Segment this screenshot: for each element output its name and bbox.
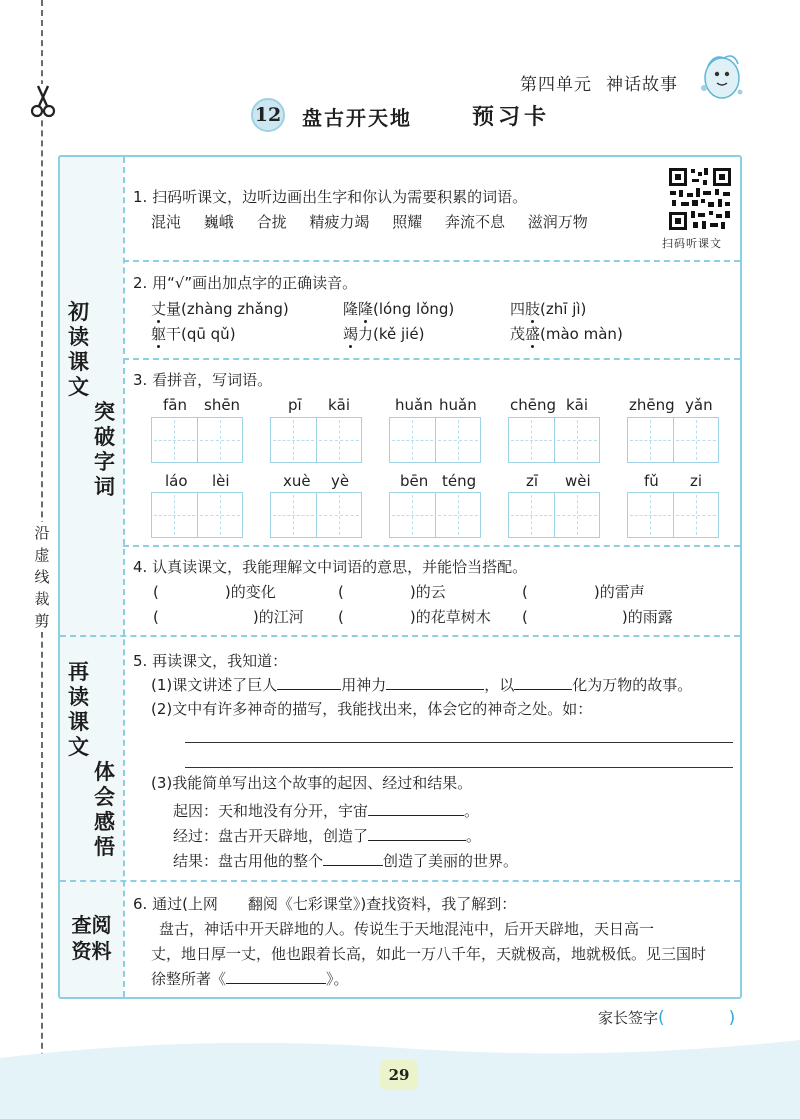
lesson-title: 盘古开天地 bbox=[302, 106, 412, 130]
cut-instruction: 沿 虚 线 裁 剪 bbox=[31, 522, 53, 632]
pinyin-label: kāi bbox=[566, 396, 589, 414]
row-divider bbox=[123, 260, 740, 262]
q5-process: 经过：盘古开天辟地，创造了 。 bbox=[173, 827, 482, 845]
section-divider bbox=[60, 880, 740, 882]
q5-statement-3: (3)我能简单写出这个故事的起因、经过和结果。 bbox=[151, 774, 473, 792]
q6-prompt: 6. 通过(上网 翻阅《七彩课堂》)查找资料，我了解到： bbox=[133, 895, 517, 913]
q5-statement-1: (1)课文讲述了巨人 用神力 ，以 化为万物的故事。 bbox=[151, 676, 693, 694]
pinyin-label: téng bbox=[442, 472, 477, 490]
writing-grid[interactable] bbox=[508, 492, 600, 538]
q2-item: 丈量(zhàng zhǎng) bbox=[151, 300, 289, 318]
pinyin-label: láo bbox=[165, 472, 188, 490]
q2-item: 茂盛(mào màn) bbox=[510, 325, 623, 343]
writing-grid[interactable] bbox=[151, 492, 243, 538]
q4-blank[interactable]: ( )的雷声 bbox=[522, 583, 645, 601]
q2-item: 躯干(qū qǔ) bbox=[151, 325, 236, 343]
unit-label: 第四单元 bbox=[520, 75, 592, 95]
q4-blank[interactable]: ( )的云 bbox=[338, 583, 446, 601]
qr-code-icon[interactable] bbox=[667, 166, 733, 232]
q6-text-line: 丈，地日厚一丈，他也跟着长高，如此一万八千年，天就极高，地就极低。见三国时 bbox=[151, 945, 707, 963]
lesson-number: 12 bbox=[251, 98, 285, 132]
unit-theme: 神话故事 bbox=[606, 75, 678, 95]
answer-line[interactable] bbox=[185, 767, 733, 768]
q2-item: 隆隆(lóng lǒng) bbox=[343, 300, 455, 318]
q5-result: 结果：盘古用他的整个 创造了美丽的世界。 bbox=[173, 852, 519, 870]
row-divider bbox=[123, 358, 740, 360]
section-divider bbox=[60, 635, 740, 637]
writing-grid[interactable] bbox=[151, 417, 243, 463]
pinyin-label: pī bbox=[288, 396, 302, 414]
writing-grid[interactable] bbox=[270, 492, 362, 538]
q5-cause: 起因：天和地没有分开，宇宙 。 bbox=[173, 802, 480, 820]
pinyin-label: zi bbox=[690, 472, 703, 490]
q4-blank[interactable]: ( )的花草树木 bbox=[338, 608, 491, 626]
pinyin-label: chēng bbox=[510, 396, 557, 414]
word-item: 混沌 bbox=[151, 213, 182, 231]
word-item: 合拢 bbox=[256, 213, 287, 231]
pinyin-label: zī bbox=[526, 472, 539, 490]
word-item: 精疲力竭 bbox=[309, 213, 370, 231]
q4-prompt: 4. 认真读课文，我能理解文中词语的意思，并能恰当搭配。 bbox=[133, 558, 528, 576]
column-divider bbox=[123, 157, 125, 997]
q5-statement-2: (2)文中有许多神奇的描写，我能找出来，体会它的神奇之处。如： bbox=[151, 700, 593, 718]
q2-item: 四肢(zhī jì) bbox=[510, 300, 587, 318]
word-item: 滋润万物 bbox=[527, 213, 588, 231]
pinyin-label: shēn bbox=[204, 396, 241, 414]
writing-grid[interactable] bbox=[508, 417, 600, 463]
q6-text-line: 徐整所著《 》。 bbox=[151, 970, 349, 988]
pinyin-label: huǎn bbox=[395, 396, 433, 414]
pinyin-label: zhēng bbox=[629, 396, 675, 414]
q2-item: 竭力(kě jié) bbox=[343, 325, 425, 343]
answer-blank[interactable] bbox=[226, 968, 326, 984]
writing-grid[interactable] bbox=[627, 417, 719, 463]
q4-blank[interactable]: ( )的变化 bbox=[153, 583, 276, 601]
word-item: 照耀 bbox=[392, 213, 423, 231]
pinyin-label: lèi bbox=[212, 472, 230, 490]
card-title: 预习卡 bbox=[472, 105, 551, 130]
word-item: 巍峨 bbox=[203, 213, 234, 231]
q4-blank[interactable]: ( )的江河 bbox=[153, 608, 304, 626]
pinyin-label: kāi bbox=[328, 396, 351, 414]
answer-blank[interactable] bbox=[514, 674, 572, 690]
section-label-first-reading: 初 读 课 文 突 破 字 词 bbox=[68, 300, 115, 499]
pinyin-label: yè bbox=[331, 472, 350, 490]
answer-blank[interactable] bbox=[323, 850, 383, 866]
qr-label: 扫码听课文 bbox=[662, 237, 722, 250]
mascot-logo-icon bbox=[694, 48, 746, 104]
q4-blank[interactable]: ( )的雨露 bbox=[522, 608, 673, 626]
answer-blank[interactable] bbox=[368, 825, 466, 841]
q6-text-line: 盘古，神话中开天辟地的人。传说生于天地混沌中，后开天辟地，天日高一 bbox=[159, 920, 655, 938]
pinyin-label: bēn bbox=[400, 472, 429, 490]
answer-line[interactable] bbox=[185, 742, 733, 743]
pinyin-label: xuè bbox=[283, 472, 311, 490]
section-label-second-reading: 再 读 课 文 体 会 感 悟 bbox=[68, 660, 115, 859]
section-label-research: 查阅 资料 bbox=[71, 913, 112, 963]
unit-header bbox=[520, 70, 692, 95]
q1-word-list bbox=[151, 211, 606, 233]
pinyin-label: huǎn bbox=[439, 396, 477, 414]
page-number: 29 bbox=[380, 1060, 418, 1090]
q5-prompt: 5. 再读课文，我知道： bbox=[133, 652, 288, 670]
pinyin-label: wèi bbox=[565, 472, 591, 490]
q1-prompt: 1. 扫码听课文，边听边画出生字和你认为需要积累的词语。 bbox=[133, 188, 528, 206]
scissors-icon bbox=[28, 84, 58, 118]
row-divider bbox=[123, 545, 740, 547]
writing-grid[interactable] bbox=[627, 492, 719, 538]
answer-blank[interactable] bbox=[386, 674, 484, 690]
writing-grid[interactable] bbox=[270, 417, 362, 463]
pinyin-label: fān bbox=[163, 396, 187, 414]
pinyin-label: fǔ bbox=[644, 472, 659, 490]
parent-signature[interactable]: 家长签字( ) bbox=[598, 1008, 736, 1028]
q2-prompt: 2. 用“√”画出加点字的正确读音。 bbox=[133, 274, 358, 292]
word-item: 奔流不息 bbox=[444, 213, 505, 231]
writing-grid[interactable] bbox=[389, 492, 481, 538]
answer-blank[interactable] bbox=[277, 674, 341, 690]
answer-blank[interactable] bbox=[368, 800, 464, 816]
q3-prompt: 3. 看拼音，写词语。 bbox=[133, 371, 273, 389]
pinyin-label: yǎn bbox=[685, 396, 713, 414]
writing-grid[interactable] bbox=[389, 417, 481, 463]
